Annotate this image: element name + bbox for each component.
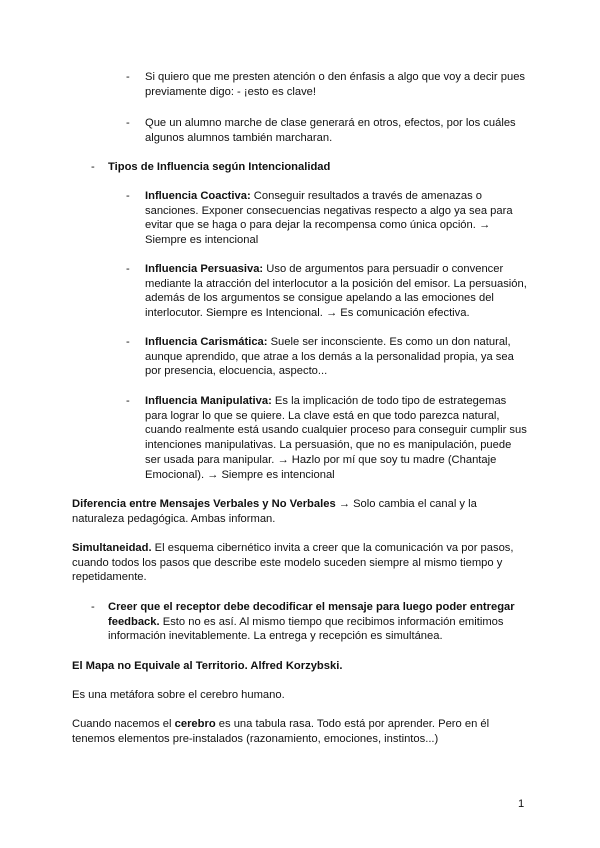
bullet-dash: -: [126, 71, 130, 83]
cerebro-pre: Cuando nacemos el: [72, 718, 175, 730]
influence-text: Es la implicación de todo tipo de estrategemas para lograr lo que se quiere. La clave está en que todo parezca natural, cuando realmente está usando cualquier proceso para conseguir cumplir sus intenciones manipulativas. La persuasión, que no es manipulación, puede ser usada para manipular. → Hazlo por mí que soy tu madre (Chantaje Emocional). → Siempre es intencional: [145, 395, 527, 481]
bullet-dash: -: [126, 190, 130, 202]
metafora-text: Es una metáfora sobre el cerebro humano.: [72, 689, 285, 701]
simultaneidad-term: Simultaneidad.: [72, 542, 152, 554]
paragraph-simultaneidad: [72, 541, 518, 585]
heading-mapa: [72, 659, 532, 674]
bullet-text: Que un alumno marche de clase generará en otros, efectos, por los cuáles algunos alumnos también marcharan.: [145, 117, 516, 144]
influence-text: Suele ser inconsciente. Es como un don natural, aunque aprendido, que atrae a los demás a la personalidad propia, ya sea por presencia, elocuencia, aspecto...: [145, 336, 514, 378]
bullet-feedback: [91, 600, 531, 644]
influence-term: Influencia Coactiva:: [145, 190, 251, 202]
influence-text: Conseguir resultados a través de amenazas o sanciones. Exponer consecuencias negativas respecto a algo ya sea para evitar que se haga o para dejar la recompensa como única opción. → Siempre es intencional: [145, 190, 513, 247]
feedback-term: Creer que el receptor debe decodificar el mensaje para luego poder entregar feedback.: [108, 601, 515, 628]
influence-coactiva: [126, 189, 528, 248]
influence-carismatica: [126, 335, 528, 379]
influence-manipulativa: [126, 394, 528, 482]
cerebro-term: cerebro: [174, 718, 216, 730]
section-tipos-title: Tipos de Influencia según Intencionalidad: [108, 161, 331, 173]
diferencia-text: → Solo cambia el canal y la naturaleza pedagógica. Ambas informan.: [72, 498, 477, 525]
paragraph-diferencia: [72, 497, 496, 526]
influence-persuasiva: [126, 262, 528, 321]
influence-term: Influencia Carismática:: [145, 336, 268, 348]
feedback-text: Esto no es así. Al mismo tiempo que recibimos información emitimos información inevitablemente. La entrega y recepción es simultánea.: [108, 615, 504, 643]
page-number: 1: [518, 798, 525, 810]
bullet-dash: -: [126, 117, 130, 129]
mapa-title: El Mapa no Equivale al Territorio. Alfred Korzybski.: [72, 660, 343, 672]
diferencia-term: Diferencia entre Mensajes Verbales y No Verbales: [72, 498, 336, 510]
bullet-dash: -: [126, 263, 130, 275]
bullet-dash: -: [91, 161, 95, 173]
simultaneidad-text: El esquema cibernético invita a creer que la comunicación va por pasos, cuando todos los pasos que describe este modelo suceden siempre al mismo tiempo y repetidamente.: [72, 542, 514, 584]
bullet-attention: [126, 70, 528, 99]
section-tipos-heading: [91, 160, 531, 175]
bullet-alumno: [126, 116, 528, 145]
bullet-text: Si quiero que me presten atención o den énfasis a algo que voy a decir pues previamente digo: - ¡esto es clave!: [145, 71, 526, 98]
influence-term: Influencia Persuasiva:: [145, 263, 264, 275]
paragraph-cerebro: [72, 717, 492, 746]
influence-text: Uso de argumentos para persuadir o convencer mediante la atracción del interlocutor a la posición del emisor. La persuasión, además de los argumentos se consigue apelando a las emociones del interlocutor. Siempre es Intencional. → Es comunicación efectiva.: [145, 263, 527, 320]
influence-term: Influencia Manipulativa:: [145, 395, 272, 407]
bullet-dash: -: [126, 336, 130, 348]
bullet-dash: -: [126, 395, 130, 407]
paragraph-metafora: [72, 688, 532, 703]
cerebro-post: es una tabula rasa. Todo está por aprender. Pero en él tenemos elementos pre-instalados (razonamiento, emociones, instintos...): [72, 718, 490, 745]
bullet-dash: -: [91, 601, 95, 613]
